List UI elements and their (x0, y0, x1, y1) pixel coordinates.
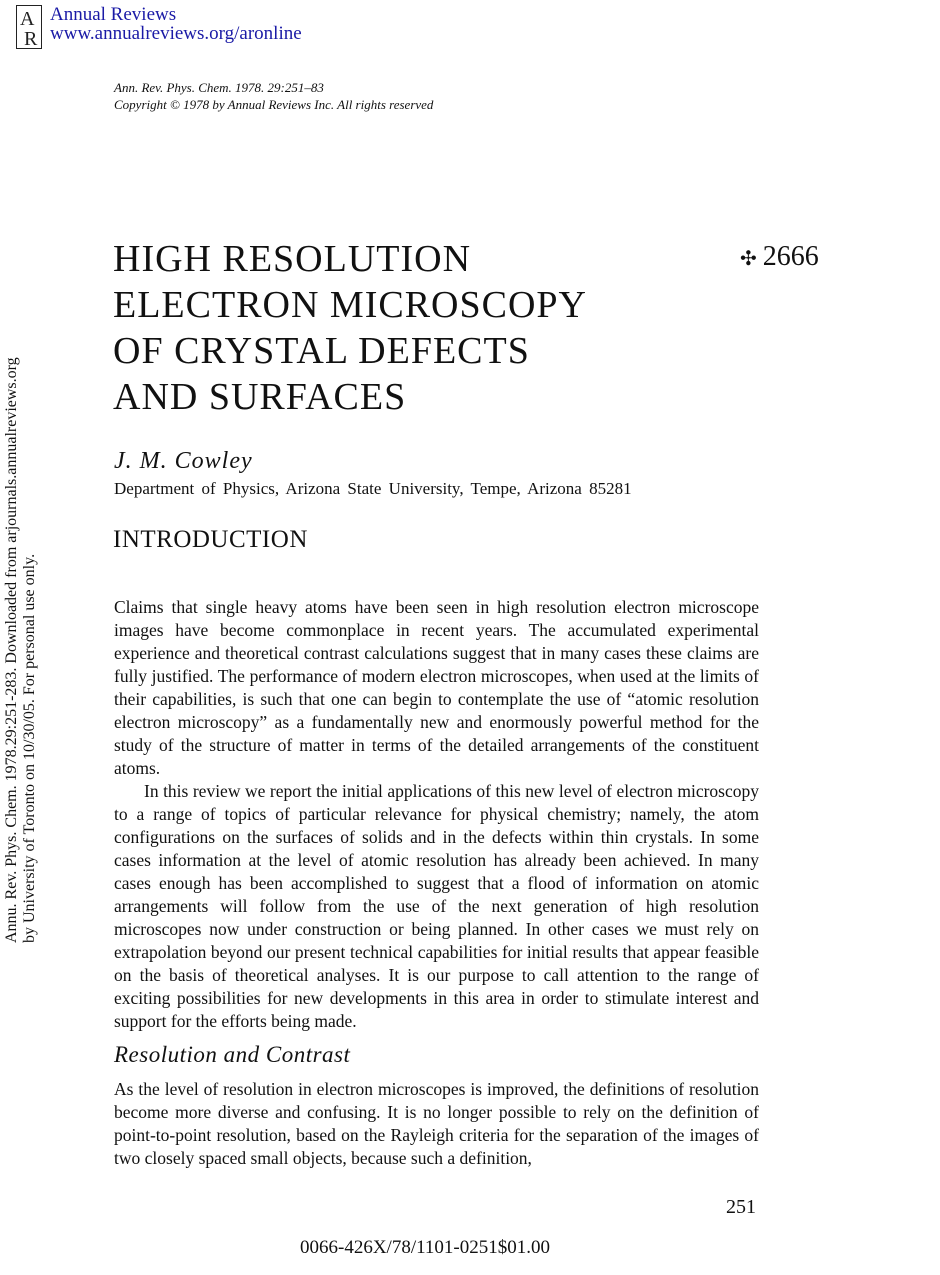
introduction-body (114, 596, 759, 1033)
asterism-icon: ✣ (740, 248, 757, 270)
download-notice-line-2: by University of Toronto on 10/30/05. For personal use only. (21, 553, 38, 943)
annual-reviews-logo (16, 5, 42, 49)
website-link[interactable]: www.annualreviews.org/aronline (50, 23, 302, 44)
svg-text:R: R (24, 28, 38, 49)
subsection-heading: Resolution and Contrast (114, 1042, 351, 1067)
author-affiliation: Department of Physics, Arizona State University, Tempe, Arizona 85281 (114, 479, 632, 498)
reference-number (740, 241, 819, 273)
copyright-notice: Copyright © 1978 by Annual Reviews Inc. All rights reserved (114, 97, 434, 112)
page-number: 251 (726, 1196, 756, 1218)
section-heading-introduction: INTRODUCTION (113, 526, 308, 553)
journal-citation: Ann. Rev. Phys. Chem. 1978. 29:251–83 (114, 80, 324, 95)
publisher-link[interactable]: Annual Reviews (50, 4, 177, 25)
download-notice-line-1: Annu. Rev. Phys. Chem. 1978.29:251-283. Downloaded from arjournals.annualreviews.org (3, 357, 20, 943)
svg-text:A: A (20, 8, 35, 30)
reference-number-value: 2666 (762, 241, 819, 272)
article-code: 0066-426X/78/1101-0251$01.00 (300, 1237, 550, 1258)
paragraph: Claims that single heavy atoms have been seen in high resolution electron microscope images have become commonplace in recent years. The accumulated experimental experience and theoretical contrast calculations suggest that in many cases these claims are fully justified. The performance of modern electron microscopes, when used at the limits of their capabilities, is such that one can begin to contemplate the use of “atomic resolution electron microscopy” as a fundamentally new and enormously powerful method for the study of the structure of matter in terms of the detailed arrangements of the constituent atoms. (114, 597, 759, 778)
subsection-body (114, 1078, 759, 1170)
author-name: J. M. Cowley (114, 448, 253, 474)
title-line-4: AND SURFACES (113, 376, 407, 418)
paragraph: In this review we report the initial applications of this new level of electron microscopy to a range of topics of particular relevance for physical chemistry; namely, the atom configurations on the surfaces of solids and in the defects within thin crystals. In some cases information at the level of atomic resolution has already been achieved. In many cases enough has been accomplished to suggest that a flood of information on atomic arrangements will follow from the use of the next generation of high resolution microscopes now under construction or being planned. In other cases we must rely on extrapolation beyond our present technical capabilities for initial results that appear feasible on the basis of theoretical analyses. It is our purpose to call attention to the range of exciting possibilities for new developments in this area in order to stimulate interest and support for the efforts being made. (114, 781, 759, 1031)
paragraph: As the level of resolution in electron microscopes is improved, the definitions of resolution become more diverse and confusing. It is no longer possible to rely on the definition of point-to-point resolution, based on the Rayleigh criteria for the separation of the images of two closely spaced small objects, because such a definition, (114, 1079, 759, 1168)
title-line-1: HIGH RESOLUTION (113, 238, 472, 280)
title-line-2: ELECTRON MICROSCOPY (113, 284, 587, 326)
title-line-3: OF CRYSTAL DEFECTS (113, 330, 530, 372)
